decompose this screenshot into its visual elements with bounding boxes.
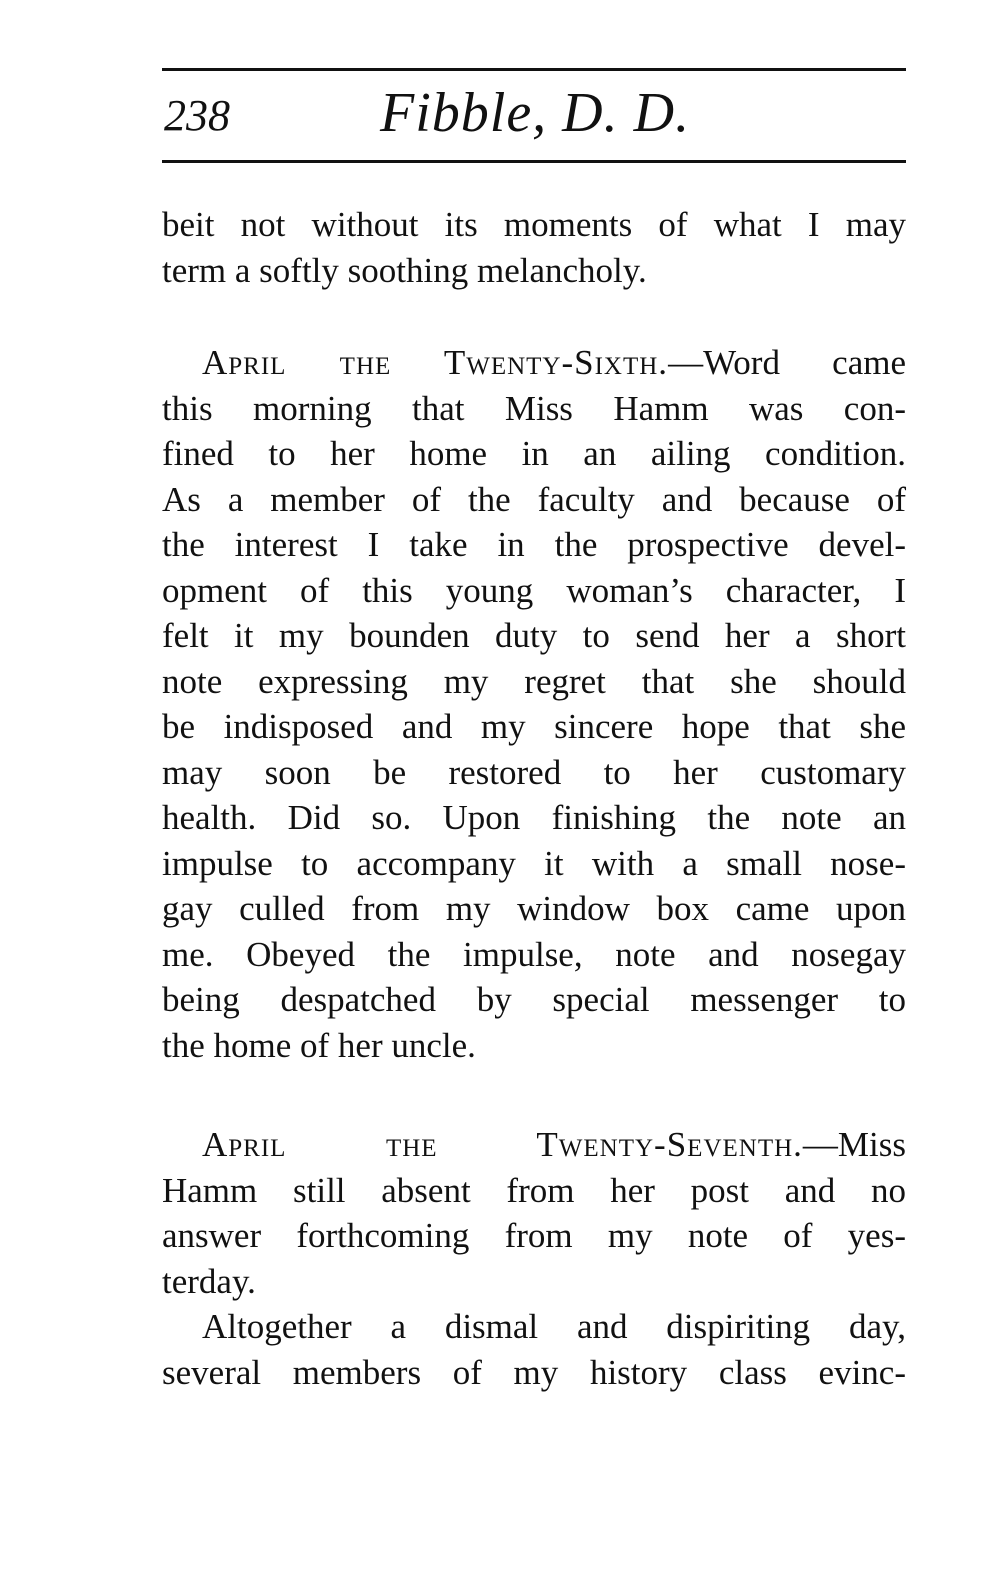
text-line: Hamm still absent from her post and no — [162, 1170, 906, 1210]
entry-heading-tail: —Word came — [668, 343, 906, 382]
text-line: gay culled from my window box came upon — [162, 889, 906, 928]
text-line: note expressing my regret that she should — [162, 661, 906, 701]
text-line: felt it my bounden duty to send her a short — [162, 616, 906, 655]
entry-heading: April the Twenty-Seventh. — [202, 1125, 803, 1164]
entry-heading: April the Twenty-Sixth. — [202, 343, 669, 382]
text-line: may soon be restored to her customary — [162, 752, 906, 792]
text-line: impulse to accompany it with a small nose- — [162, 843, 906, 883]
text-line: being despatched by special messenger to — [162, 980, 906, 1019]
running-title: Fibble, D. D. — [380, 82, 691, 144]
text-line: fined to her home in an ailing condition. — [162, 434, 906, 473]
diary-entry-april-26 — [162, 340, 906, 1068]
text-line: As a member of the faculty and because of — [162, 479, 906, 519]
header-top-rule — [162, 68, 906, 71]
diary-entry-april-27 — [162, 1122, 906, 1304]
text-line: Altogether a dismal and dispiriting day, — [202, 1307, 906, 1346]
text-line: beit not without its moments of what I may — [162, 205, 906, 244]
text-line: health. Did so. Upon finishing the note an — [162, 798, 906, 837]
text-line: the home of her uncle. — [162, 1025, 476, 1065]
text-line: me. Obeyed the impulse, note and nosegay — [162, 934, 906, 974]
text-line: this morning that Miss Hamm was con- — [162, 388, 906, 428]
text-line: be indisposed and my sincere hope that she — [162, 707, 906, 746]
page-number: 238 — [164, 91, 230, 140]
text-line: the interest I take in the prospective devel- — [162, 525, 906, 564]
paragraph-continuation — [162, 202, 906, 293]
text-line: terday. — [162, 1261, 256, 1301]
text-line — [162, 340, 906, 386]
entry-heading-tail: —Miss — [802, 1125, 906, 1164]
header-bottom-rule — [162, 160, 906, 163]
paragraph-dismal-day — [162, 1304, 906, 1395]
text-line: term a softly soothing melancholy. — [162, 250, 647, 290]
text-line: answer forthcoming from my note of yes- — [162, 1216, 906, 1255]
page-header — [162, 78, 906, 156]
text-line: opment of this young woman’s character, I — [162, 570, 906, 610]
text-line: several members of my history class evinc- — [162, 1352, 906, 1392]
text-line — [162, 1122, 906, 1168]
